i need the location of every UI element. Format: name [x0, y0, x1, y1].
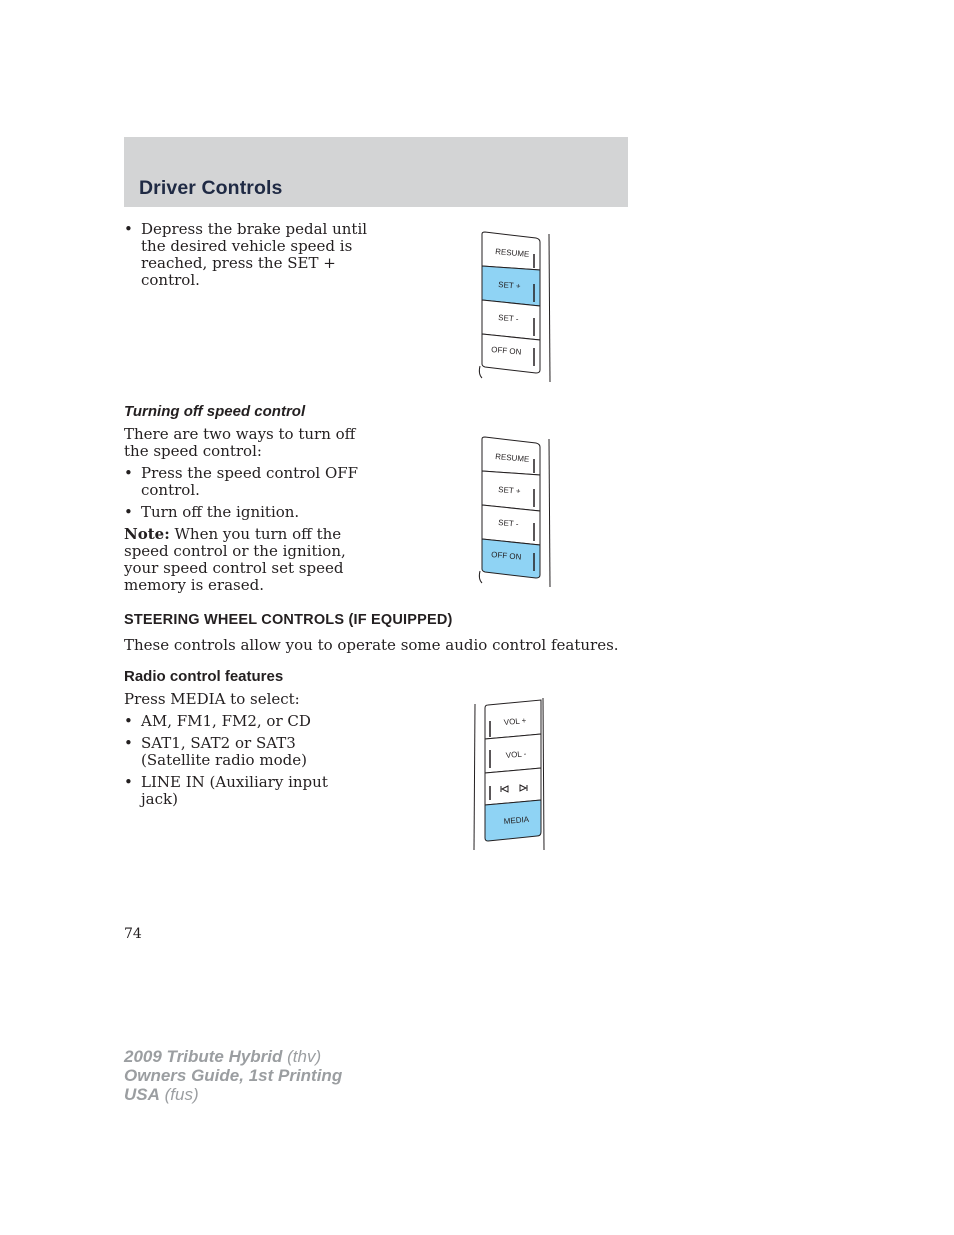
list-item: • LINE IN (Auxiliary input jack) — [124, 773, 328, 808]
list-item: • AM, FM1, FM2, or CD — [124, 712, 311, 730]
svg-text:RESUME: RESUME — [494, 247, 530, 259]
steering-intro: These controls allow you to operate some audio control features. — [124, 636, 619, 654]
speed-control-figure-set — [476, 226, 556, 390]
seek-buttons — [485, 768, 541, 805]
note: Note: When you turn off the speed control or the ignition, your speed control set speed memory is erased. — [124, 525, 346, 594]
section-heading-steering-wheel: STEERING WHEEL CONTROLS (IF EQUIPPED) — [124, 612, 453, 628]
off-on-button — [482, 334, 540, 373]
set-minus-button — [482, 300, 540, 340]
set-plus-button — [482, 266, 540, 306]
footer-line-3: USA (fus) — [124, 1085, 199, 1104]
set-minus-button — [482, 505, 540, 545]
page-title: Driver Controls — [139, 177, 283, 199]
svg-text:SET +: SET + — [497, 280, 521, 291]
intro-text: Press MEDIA to select: — [124, 690, 300, 708]
svg-text:SET -: SET - — [497, 313, 519, 324]
section-heading-radio: Radio control features — [124, 668, 284, 685]
list-item: • Depress the brake pedal until the desired vehicle speed is reached, press the SET + control. — [124, 220, 368, 289]
vol-plus-button — [485, 700, 541, 739]
footer-line-1: 2009 Tribute Hybrid (thv) — [124, 1047, 322, 1066]
svg-text:SET +: SET + — [497, 485, 521, 496]
audio-control-figure — [470, 694, 550, 858]
svg-text:MEDIA: MEDIA — [503, 814, 530, 826]
section-heading-turning-off: Turning off speed control — [124, 403, 306, 420]
resume-button — [482, 232, 540, 270]
section-turning-off — [124, 426, 379, 599]
page-number: 74 — [124, 926, 142, 942]
list-item: • SAT1, SAT2 or SAT3 (Satellite radio mode) — [124, 734, 307, 769]
section-set-speed — [124, 221, 384, 294]
speed-control-figure-off — [476, 431, 556, 595]
intro-text: There are two ways to turn off the speed control: — [124, 425, 356, 460]
list-item: • Press the speed control OFF control. — [124, 464, 359, 499]
off-on-button — [482, 539, 540, 578]
vol-minus-button — [485, 734, 541, 773]
svg-text:OFF ON: OFF ON — [490, 550, 522, 562]
media-button — [485, 800, 541, 841]
resume-button — [482, 437, 540, 475]
footer — [124, 1047, 342, 1104]
svg-text:OFF ON: OFF ON — [490, 345, 522, 357]
svg-text:VOL -: VOL - — [505, 749, 527, 760]
svg-text:SET -: SET - — [497, 518, 519, 529]
list-item: • Turn off the ignition. — [124, 503, 300, 521]
set-plus-button — [482, 471, 540, 511]
svg-text:RESUME: RESUME — [494, 452, 530, 464]
svg-text:VOL +: VOL + — [503, 716, 527, 727]
section-radio — [124, 691, 364, 813]
footer-line-2: Owners Guide, 1st Printing — [124, 1066, 343, 1085]
header-band — [124, 137, 628, 207]
